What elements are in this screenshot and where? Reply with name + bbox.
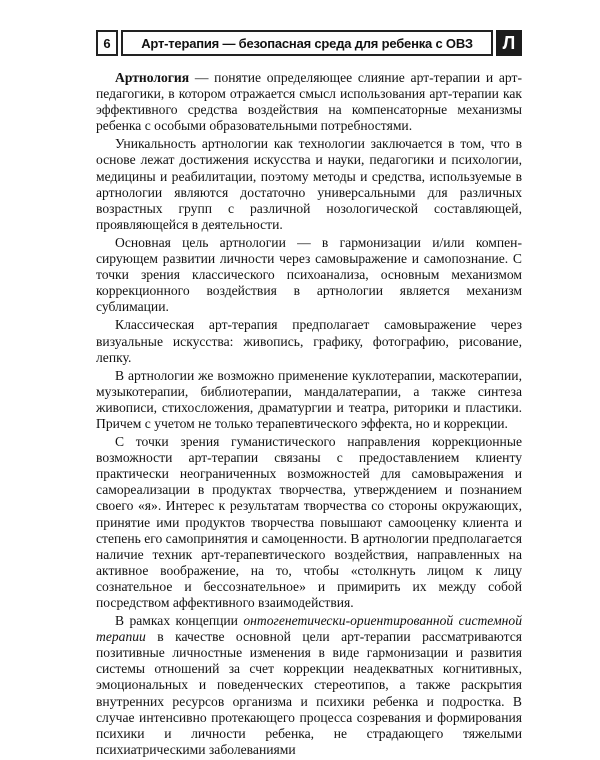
paragraph: В артнологии же возможно применение куклотерапии, маскотерапии, музыкотерапии, библиотерапии, мандалатерапии, а также синтеза живописи, стихосложения, драматургии и театра, риторики и пластики. Причем с учетом не только терапевтического эффекта, но и коррекции. [96, 367, 522, 431]
paragraph-text: в качестве основной цели арт-терапии рассматриваются позитивные личностные изменения в виде гармонизации и развития системы отношений за счет коррекции неадекватных когнитивных, эмоциональных и поведенческих стереотипов, а также раскрытия внутренних ресурсов организма и психики ребенка и подростка. В случае интенсивно протекающего процесса созревания и формирования психики и личности ребенка, не страдающего тяжелыми психиатрическими заболеваниями [96, 629, 522, 757]
body-text [96, 70, 522, 760]
running-header [96, 30, 522, 56]
term-artnology: Артнология [115, 70, 190, 85]
italic-term: онтогенетически-ориентированной системной терапии [96, 613, 522, 645]
running-title: Арт-терапия — безопасная среда для ребенка с ОВЗ [121, 30, 493, 56]
paragraph [96, 70, 522, 134]
paragraph: С точки зрения гуманистического направления коррекционные возможности арт-терапии связаны с предоставлением клиенту практически неограниченных возможностей для самовыражения и самореализации в продуктах творчества, утверждением и познанием своего «я». Интерес к результатам творчества со стороны окружающих, принятие ими продуктов творчества повышают самооценку клиента и степень его самопринятия и самоценности. В артнологии предполагается наличие техник арт-терапевтического воздействия, направленных на активное воображение, на то, чтобы «столкнуть лицом к лицу сознательное и бессознательное» и примирить их между собой посредством аффективного взаимодействия. [96, 434, 523, 610]
paragraph: Основная цель артнологии — в гармонизации и/или компенсирующем развитии личности через самовыражение и самопознание. С точки зрения классического психоанализа, основным механизмом коррекционного воздействия в артнологии является механизм сублимации. [96, 234, 522, 315]
paragraph-text: В рамках концепции [115, 613, 244, 629]
section-badge: Л [496, 30, 522, 56]
paragraph [96, 613, 522, 758]
paragraph: Классическая арт-терапия предполагает самовыражение через визуальные искусства: живопись, графику, фотографию, рисование, лепку. [96, 317, 522, 365]
paragraph-text: — понятие определяющее слияние арт-терапии и арт-педагогики, в котором отражается смысл использования арт-терапии как эффективного средства воздействия на компенсаторные механизмы ребенка с особыми образовательными потребностями. [96, 70, 522, 134]
paragraph: Уникальность артнологии как технологии заключается в том, что в основе лежат достижения искусства и науки, педагогики и психологии, медицины и реабилитации, поэтому методы и средства, используемые в артнологии являются достаточно универсальными для различных возрастных групп с различной нозологической составляющей, проявляющейся в деятельности. [96, 136, 522, 232]
page-number: 6 [96, 30, 118, 56]
